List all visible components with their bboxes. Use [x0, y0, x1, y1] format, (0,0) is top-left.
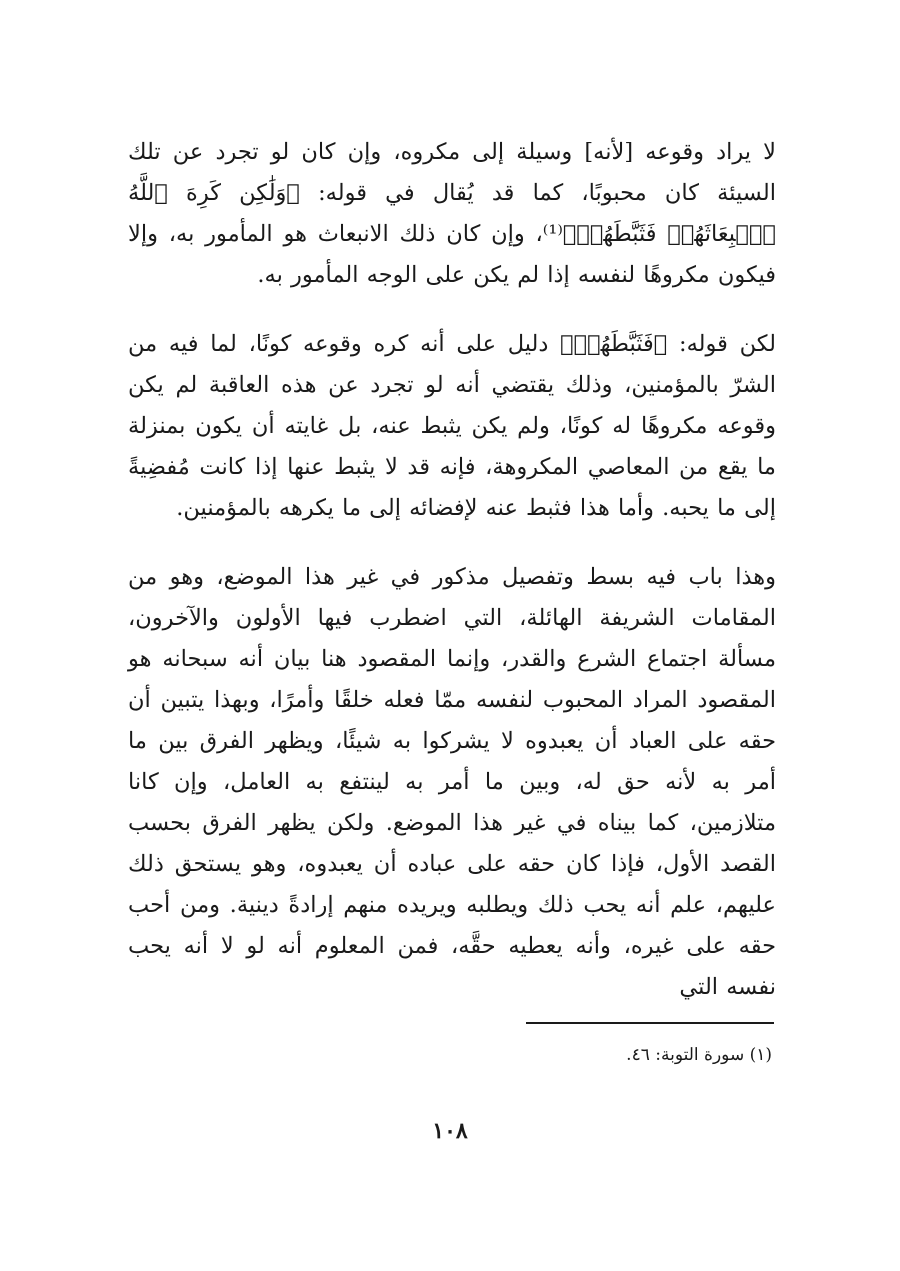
paragraph-2: [128, 324, 776, 529]
footnote: (١) سورة التوبة: ٤٦.: [626, 1045, 772, 1065]
footnote-divider: [526, 1022, 774, 1024]
page-number: ١٠٨: [432, 1118, 468, 1144]
paragraph-3: [128, 557, 776, 1008]
paragraph-3-text: وهذا باب فيه بسط وتفصيل مذكور في غير هذا الموضع، وهو من المقامات الشريفة الهائلة، التي اضطرب فيها الأولون والآخرون، مسألة اجتماع الشرع والقدر، وإنما المقصود هنا بيان أنه سبحانه هو المقصود المراد المحبوب لنفسه ممّا فعله خلقًا وأمرًا، وبهذا يتبين أن حقه على العباد أن يعبدوه لا يشركوا به شيئًا، ويظهر الفرق بين ما أمر به لأنه حق له، وبين ما أمر به لينتفع به العامل، وإن كانا متلازمين، كما بيناه في غير هذا الموضع. ولكن يظهر الفرق بحسب القصد الأول، فإذا كان حقه على عباده أن يعبدوه، وهو يستحق ذلك عليهم، علم أنه يحب ذلك ويطلبه ويريده منهم إرادةً دينية. ومن أحب حقه على غيره، وأنه يعطيه حقَّه، فمن المعلوم أنه لو لا أنه يحب نفسه التي: [128, 564, 776, 1000]
paragraph-2-text: لكن قوله: ﴿فَثَبَّطَهُمۡ﴾ دليل على أنه كره وقوعه كونًا، لما فيه من الشرّ بالمؤمنين، وذلك يقتضي أنه لو تجرد عن هذه العاقبة لم يكن وقوعه مكروهًا له كونًا، ولم يكن يثبط عنه، بل غايته أن يكون بمنزلة ما يقع من المعاصي المكروهة، فإنه قد لا يثبط عنها إذا كانت مُفضِيةً إلى ما يحبه. وأما هذا فثبط عنه لإفضائه إلى ما يكرهه بالمؤمنين.: [128, 331, 776, 521]
body-text: [128, 132, 776, 1008]
paragraph-1: [128, 132, 776, 296]
paragraph-1-text: لا يراد وقوعه [لأنه] وسيلة إلى مكروه، وإن كان لو تجرد عن تلك السيئة كان محبوبًا، كما قد يُقال في قوله: ﴿وَلَٰكِن كَرِهَ ٱللَّهُ ٱنۢبِعَاثَهُمۡ فَثَبَّطَهُمۡ﴾⁽¹⁾، وإن كان ذلك الانبعاث هو المأمور به، وإلا فيكون مكروهًا لنفسه إذا لم يكن على الوجه المأمور به.: [128, 139, 776, 288]
